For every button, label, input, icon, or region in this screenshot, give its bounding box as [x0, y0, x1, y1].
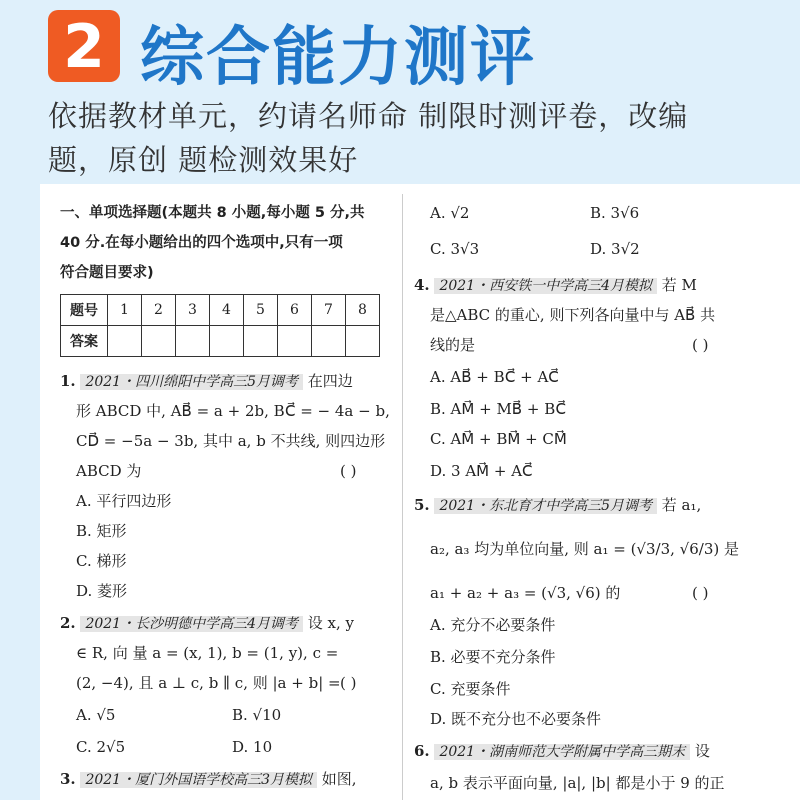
answer-cell[interactable] [346, 326, 380, 357]
question-5-text-1: 若 a₁, [661, 496, 702, 514]
question-number-cell: 6 [278, 295, 312, 326]
question-5-source: 2021・东北育才中学高三5月调考 [434, 498, 657, 514]
page-subtitle [48, 94, 748, 182]
question-4-option-d[interactable]: D. 3 AM⃗ + AC⃗ [430, 462, 533, 480]
question-1-option-c[interactable]: C. 梯形 [76, 552, 127, 570]
question-1-line-4: ABCD 为 [76, 462, 142, 480]
question-2-option-c[interactable]: C. 2√5 [76, 738, 126, 756]
question-3-option-b[interactable]: B. 3√6 [590, 204, 640, 222]
section-heading-line-3: 符合题目要求) [60, 265, 154, 281]
section-heading-line-1: 一、单项选择题(本题共 8 小题,每小题 5 分,共 [60, 205, 365, 221]
answer-cell[interactable] [176, 326, 210, 357]
answer-cell[interactable] [210, 326, 244, 357]
question-3-line-1 [60, 764, 357, 795]
question-6-line-1 [414, 736, 710, 767]
question-5-line-2: a₂, a₃ 均为单位向量, 则 a₁ = (√3/3, √6/3) 是 [430, 540, 739, 558]
question-2-line-3: (2, −4), 且 a ⊥ c, b ∥ c, 则 |a + b| = [76, 674, 341, 692]
question-1-option-d[interactable]: D. 菱形 [76, 582, 128, 600]
question-4-line-3: 线的是 [430, 336, 476, 354]
question-4-option-c[interactable]: C. AM⃗ + BM⃗ + CM⃗ [430, 430, 567, 448]
answer-label: 答案 [61, 326, 108, 357]
answer-cell[interactable] [142, 326, 176, 357]
question-1-answer-bracket: ( ) [340, 462, 357, 480]
answer-table-number-row [61, 295, 380, 326]
question-2-number: 2. [60, 614, 76, 632]
question-1-line-1 [60, 366, 353, 397]
question-2-source: 2021・长沙明德中学高三4月调考 [80, 616, 303, 632]
question-number-cell: 4 [210, 295, 244, 326]
column-divider [402, 194, 403, 800]
question-number-cell: 1 [108, 295, 142, 326]
question-4-option-a[interactable]: A. AB⃗ + BC⃗ + AC⃗ [430, 368, 559, 386]
question-2-line-2: ∈ R, 向 量 a = (x, 1), b = (1, y), c = [76, 644, 339, 662]
exam-paper [40, 184, 800, 800]
question-3-option-d[interactable]: D. 3√2 [590, 240, 640, 258]
subtitle-line-2: 题，原创 题检测效果好 [48, 143, 359, 177]
question-1-line-2: 形 ABCD 中, AB⃗ = a + 2b, BC⃗ = − 4a − b, [76, 402, 390, 420]
question-3-source: 2021・厦门外国语学校高三3月模拟 [80, 772, 317, 788]
question-5-line-1 [414, 490, 701, 521]
question-3-option-c[interactable]: C. 3√3 [430, 240, 480, 258]
subtitle-line-1: 依据教材单元，约请名师命 制限时测评卷，改编 [48, 99, 689, 133]
question-4-option-b[interactable]: B. AM⃗ + MB⃗ + BC⃗ [430, 400, 566, 418]
question-number-cell: 2 [142, 295, 176, 326]
question-1-source: 2021・四川绵阳中学高三5月调考 [80, 374, 303, 390]
answer-cell[interactable] [278, 326, 312, 357]
question-3-number: 3. [60, 770, 76, 788]
question-5-option-c[interactable]: C. 充要条件 [430, 680, 511, 698]
question-number-cell: 3 [176, 295, 210, 326]
answer-cell[interactable] [108, 326, 142, 357]
question-1-option-a[interactable]: A. 平行四边形 [76, 492, 172, 510]
question-4-line-1 [414, 270, 697, 301]
question-3-option-a[interactable]: A. √2 [430, 204, 470, 222]
question-4-source: 2021・西安铁一中学高三4月模拟 [434, 278, 657, 294]
question-number-cell: 8 [346, 295, 380, 326]
question-2-text-1: 设 x, y [307, 614, 355, 632]
question-2-line-1 [60, 608, 354, 639]
question-2-option-b[interactable]: B. √10 [232, 706, 282, 724]
question-2-option-a[interactable]: A. √5 [76, 706, 116, 724]
question-4-answer-bracket: ( ) [692, 336, 709, 354]
question-6-number: 6. [414, 742, 430, 760]
question-5-option-a[interactable]: A. 充分不必要条件 [430, 616, 556, 634]
answer-cell[interactable] [244, 326, 278, 357]
question-4-line-2: 是△ABC 的重心, 则下列各向量中与 AB⃗ 共 [430, 306, 716, 324]
question-5-option-d[interactable]: D. 既不充分也不必要条件 [430, 710, 602, 728]
section-number-badge: 2 [48, 10, 120, 82]
question-5-option-b[interactable]: B. 必要不充分条件 [430, 648, 556, 666]
question-1-number: 1. [60, 372, 76, 390]
question-6-line-2: a, b 表示平面向量, |a|, |b| 都是小于 9 的正 [430, 774, 725, 792]
section-heading-line-2: 40 分.在每小题给出的四个选项中,只有一项 [60, 235, 343, 251]
question-number-cell: 5 [244, 295, 278, 326]
question-5-number: 5. [414, 496, 430, 514]
question-1-line-3: CD⃗ = −5a − 3b, 其中 a, b 不共线, 则四边形 [76, 432, 386, 450]
question-4-number: 4. [414, 276, 430, 294]
question-6-source: 2021・湖南师范大学附属中学高三期末 [434, 744, 690, 760]
question-2-answer-bracket: ( ) [340, 674, 357, 692]
question-5-answer-bracket: ( ) [692, 584, 709, 602]
answer-cell[interactable] [312, 326, 346, 357]
question-4-text-1: 若 M [661, 276, 697, 294]
question-1-text-1: 在四边 [307, 372, 353, 390]
page-title: 综合能力测评 [140, 21, 536, 95]
question-6-text-1: 设 [694, 742, 710, 760]
question-1-option-b[interactable]: B. 矩形 [76, 522, 127, 540]
question-number-label: 题号 [61, 295, 108, 326]
question-number-cell: 7 [312, 295, 346, 326]
answer-table [60, 294, 380, 357]
answer-table-answer-row [61, 326, 380, 357]
question-2-option-d[interactable]: D. 10 [232, 738, 273, 756]
question-5-line-3: a₁ + a₂ + a₃ = (√3, √6) 的 [430, 584, 621, 602]
question-3-text-1: 如图, [321, 770, 357, 788]
section-heading [60, 198, 396, 288]
